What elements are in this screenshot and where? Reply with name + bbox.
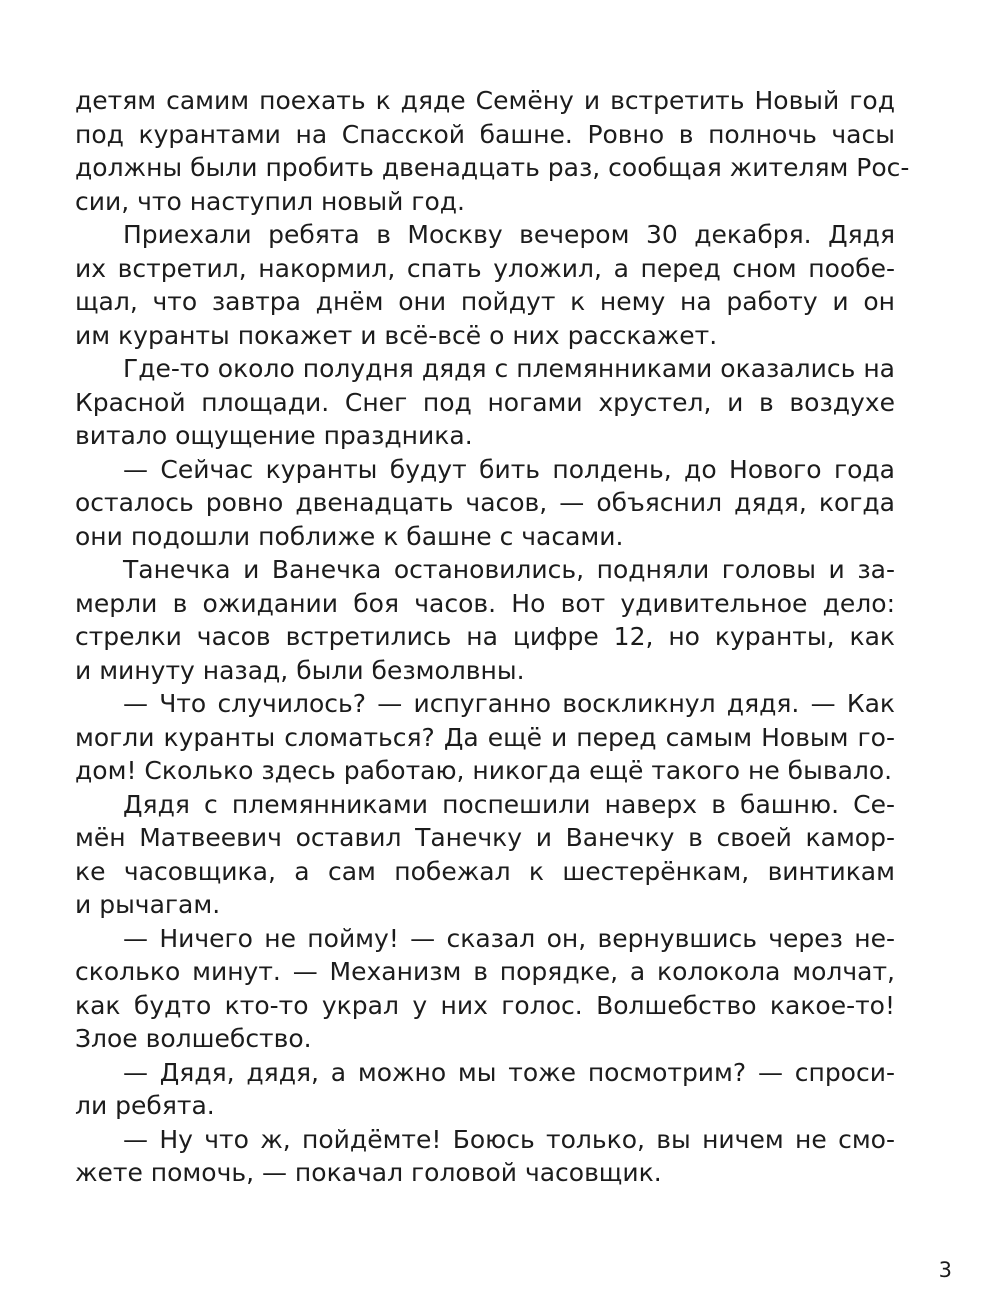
text-line: ке часовщика, а сам побежал к шестерёнкам, винтикам xyxy=(75,856,895,886)
text-line: жете помочь, — покачал головой часовщик. xyxy=(75,1158,662,1187)
text-line: стрелки часов встретились на цифре 12, но куранты, как xyxy=(75,622,895,651)
text-line: — Сейчас куранты будут бить полдень, до Нового года xyxy=(123,454,895,484)
text-line: под курантами на Спасской башне. Ровно в полночь часы xyxy=(75,119,895,149)
text-line: Красной площади. Снег под ногами хрустел, и в воздухе xyxy=(75,387,895,417)
paragraph-2 xyxy=(75,218,895,352)
text-line: мерли в ожидании боя часов. Но вот удивительное дело: xyxy=(75,588,895,618)
paragraph-8 xyxy=(75,922,895,1056)
text-line: они подошли поближе к башне с часами. xyxy=(75,521,624,551)
text-line: — Ничего не пойму! — сказал он, вернувшись через не- xyxy=(123,923,895,953)
text-line: Дядя с племянниками поспешили наверх в башню. Се- xyxy=(123,789,895,819)
text-line: Приехали ребята в Москву вечером 30 декабря. Дядя xyxy=(123,220,895,249)
page-number: 3 xyxy=(938,1258,952,1282)
text-line: — Дядя, дядя, а можно мы тоже посмотрим? — спроси- xyxy=(123,1057,895,1087)
text-line: могли куранты сломаться? Да ещё и перед самым Новым го- xyxy=(75,722,895,752)
paragraph-5 xyxy=(75,553,895,687)
text-line: должны были пробить двенадцать раз, сообщая жителям Рос- xyxy=(75,153,910,182)
text-line: мён Матвеевич оставил Танечку и Ванечку в своей камор- xyxy=(75,823,895,852)
text-line: — Ну что ж, пойдёмте! Боюсь только, вы ничем не смо- xyxy=(123,1124,895,1154)
text-line: как будто кто-то украл у них голос. Волшебство какое-то! xyxy=(75,990,895,1020)
text-line: — Что случилось? — испуганно воскликнул дядя. — Как xyxy=(123,689,895,718)
text-line: ли ребята. xyxy=(75,1091,215,1120)
paragraph-9 xyxy=(75,1056,895,1123)
text-line: Танечка и Ванечка остановились, подняли головы и за- xyxy=(123,555,895,584)
text-line: им куранты покажет и всё-всё о них расскажет. xyxy=(75,320,718,350)
text-line: Злое волшебство. xyxy=(75,1024,312,1053)
text-line: витало ощущение праздника. xyxy=(75,421,473,450)
text-line: дом! Сколько здесь работаю, никогда ещё такого не бывало. xyxy=(75,756,893,785)
text-line: детям самим поехать к дяде Семёну и встретить Новый год xyxy=(75,86,895,115)
text-line: сии, что наступил новый год. xyxy=(75,186,465,216)
text-line: и рычагам. xyxy=(75,890,221,919)
paragraph-7 xyxy=(75,788,895,922)
paragraph-4 xyxy=(75,453,895,554)
text-line: щал, что завтра днём они пойдут к нему на работу и он xyxy=(75,287,895,316)
paragraph-1 xyxy=(75,84,910,218)
text-line: осталось ровно двенадцать часов, — объяснил дядя, когда xyxy=(75,488,895,517)
text-line: их встретил, накормил, спать уложил, а перед сном пообе- xyxy=(75,253,895,283)
text-line: и минуту назад, были безмолвны. xyxy=(75,655,525,685)
paragraph-3 xyxy=(75,352,895,453)
paragraph-6 xyxy=(75,687,895,788)
text-line: Где-то около полудня дядя с племянниками оказались на xyxy=(123,354,895,383)
book-page-text xyxy=(75,84,910,1190)
paragraph-10 xyxy=(75,1123,895,1190)
text-line: сколько минут. — Механизм в порядке, а колокола молчат, xyxy=(75,957,895,986)
